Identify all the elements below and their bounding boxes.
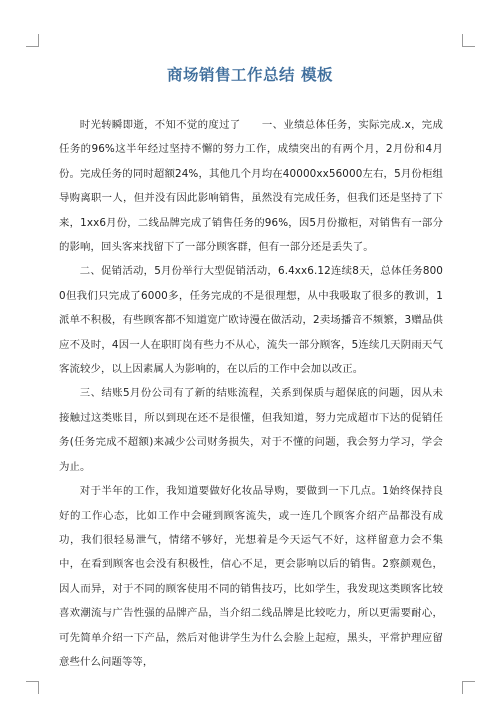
paragraph-settlement: 三、结账5月份公司有了新的结账流程，关系到保质与超保底的问题，因从未接触过这类账目，所以到现在还不是很懂，但我知道，努力完成超市下达的促销任务(任务完成不超额)来减少公司财务损失，对于不懂的问题，我会努力学习，学会为止。 bbox=[59, 387, 443, 473]
crop-mark-bottom-left bbox=[26, 681, 39, 694]
document-title: 商场销售工作总结 模板 bbox=[167, 66, 333, 84]
crop-mark-top-left bbox=[26, 34, 39, 47]
document-body bbox=[59, 113, 443, 674]
paragraph-reflection: 对于半年的工作，我知道要做好化妆品导购，要做到一下几点。1始终保持良好的工作心态，比如工作中会碰到顾客流失，或一连几个顾客介绍产品都没有成功，我们很轻易泄气，情绪不够好，光想着是今天运气不好，这样留意力会不集中，在看到顾客也会没有积极性，信心不足，更会影响以后的销售。2察颜观色，因人而异，对于不同的顾客使用不同的销售技巧，比如学生，我发现这类顾客比较喜欢潮流与广告性强的品牌产品，当介绍二线品牌是比较吃力，所以更需要耐心，可先简单介绍一下产品，然后对他讲学生为什么会脸上起痘，黑头，平常护理应留意些什么问题等等， bbox=[59, 485, 443, 668]
paragraph-promotion: 二、促销活动，5月份举行大型促销活动，6.4xx6.12连续8天，总体任务8000但我们只完成了6000多，任务完成的不是很理想，从中我吸取了很多的教训，1派单不积极，有些顾客都不知道宽广欧诗漫在做活动，2卖场播音不频繁，3赠品供应不及时，4因一人在职盯岗有些力不从心，流失一部分顾客，5连续几天阴雨天气客流较少，以上因素属人为影响的，在以后的工作中会加以改正。 bbox=[59, 265, 443, 376]
crop-mark-bottom-right bbox=[462, 681, 475, 694]
paragraph-summary: 时光转瞬即逝，不知不觉的度过了 一、业绩总体任务，实际完成.x，完成任务的96%这半年经过坚持不懈的努力工作，成绩突出的有两个月，2月份和4月份。完成任务的同时超额24%，其他几个月均在40000xx56000左右，5月份柜组导购离职一人，但并没有因此影响销售，虽然没有完成任务，但我们还是坚持了下来，1xx6月份，二线品牌完成了销售任务的96%，因5月份撤柜，对销售有一部分的影响，回头客来找留下了一部分顾客群，但有一部分还是丢失了。 bbox=[59, 119, 443, 254]
crop-mark-top-right bbox=[462, 34, 475, 47]
